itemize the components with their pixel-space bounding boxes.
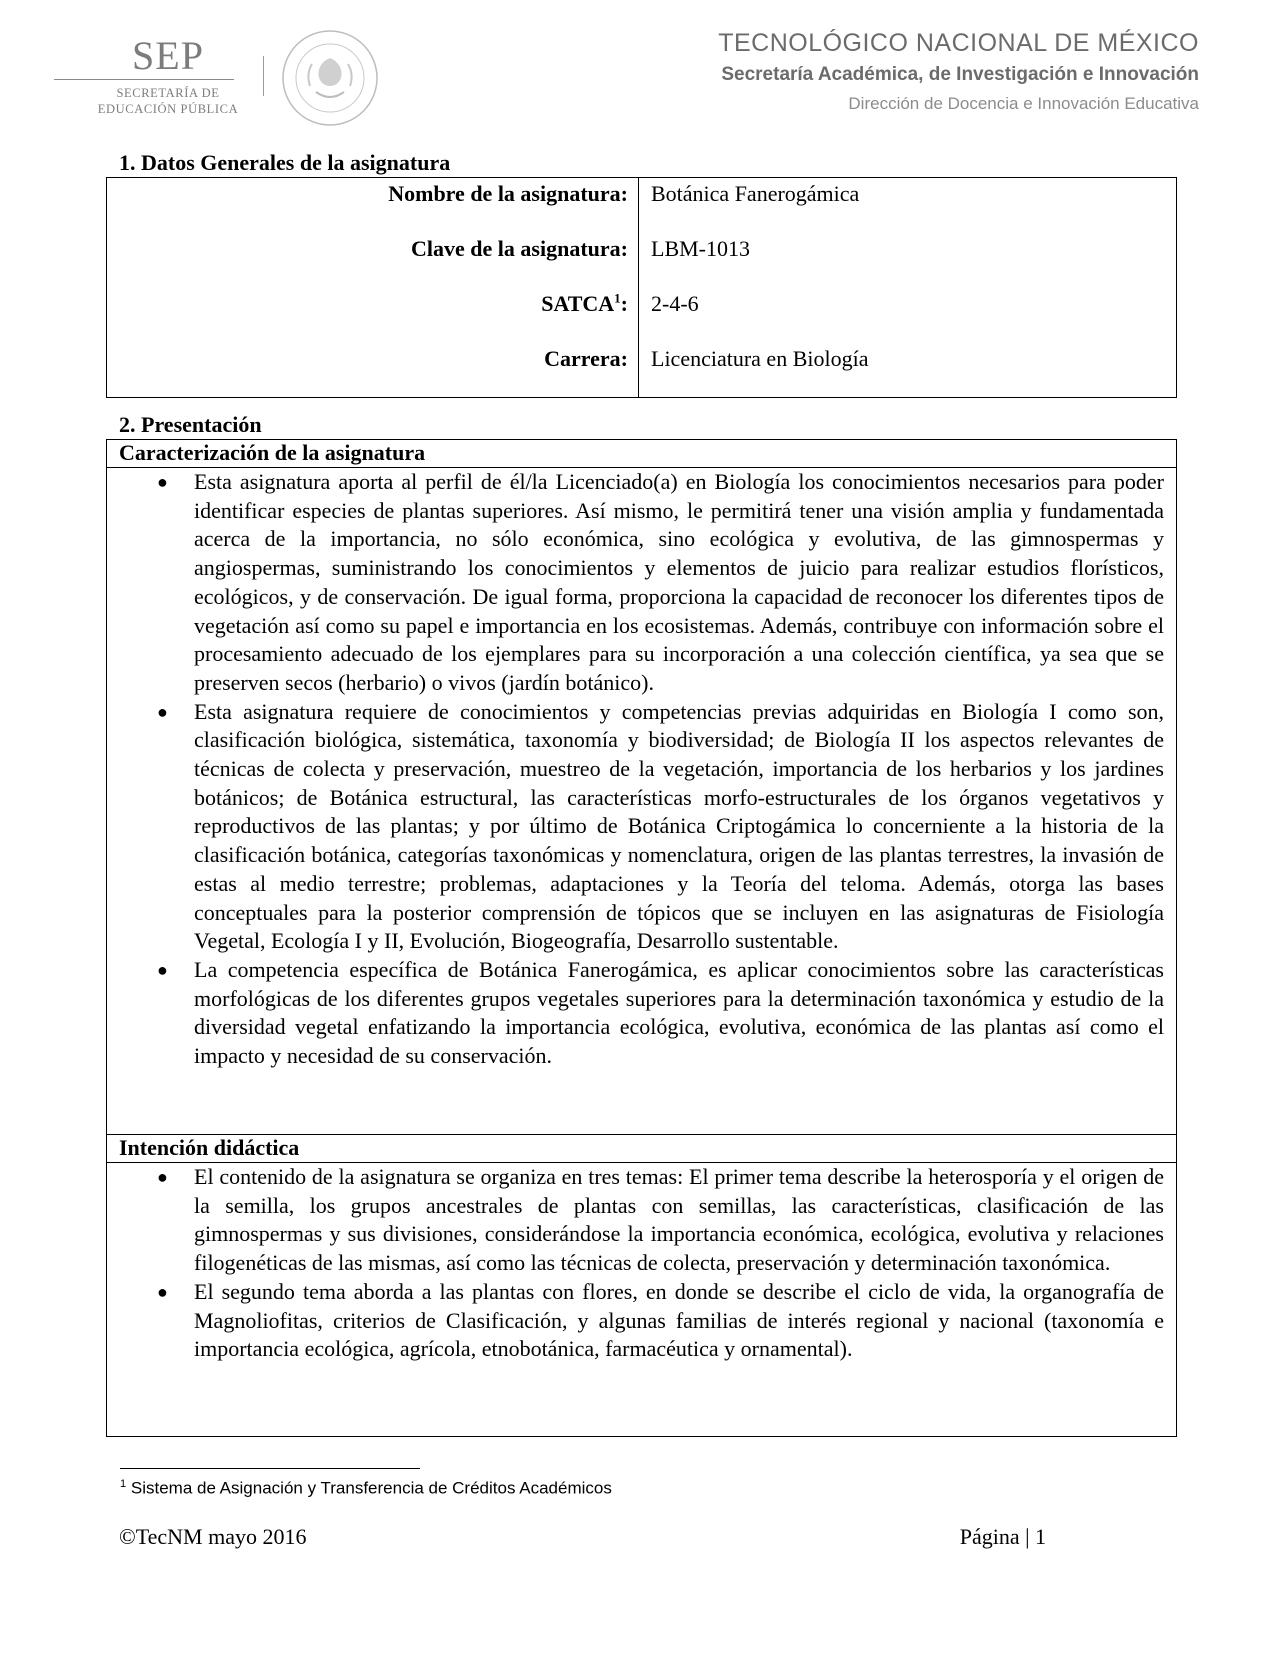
institution-name: TECNOLÓGICO NACIONAL DE MÉXICO bbox=[718, 29, 1199, 57]
subject-code-label: Clave de la asignatura: bbox=[107, 232, 639, 287]
mexico-seal-icon bbox=[280, 28, 380, 128]
satca-label-text: SATCA bbox=[541, 291, 615, 316]
sep-logo-rule bbox=[54, 79, 234, 80]
secretariat-name: Secretaría Académica, de Investigación e Innovación bbox=[721, 64, 1199, 85]
list-item bbox=[107, 1163, 1176, 1278]
bullet-icon: ● bbox=[157, 1167, 168, 1187]
list-item-text: La competencia específica de Botánica Fanerogámica, es aplicar conocimientos sobre las características morfológicas de los diferentes grupos vegetales superiores para la determinación taxonómica y estudio de la diversidad vegetal enfatizando la importancia ecológica, evolutiva, económica de las plantas así como el impacto y necesidad de su conservación. bbox=[194, 956, 1164, 1069]
bullet-icon: ● bbox=[157, 1281, 168, 1302]
satca-value: 2-4-6 bbox=[651, 291, 699, 316]
characterization-list bbox=[107, 468, 1176, 1134]
section2-title: 2. Presentación bbox=[119, 412, 262, 437]
footnote-separator bbox=[120, 1468, 420, 1469]
subject-name-value: Botánica Fanerogámica bbox=[651, 181, 860, 206]
direction-name: Dirección de Docencia e Innovación Educativa bbox=[848, 94, 1199, 113]
list-item-text: Esta asignatura requiere de conocimientos y competencias previas adquiridas en Biología I como son, clasificación biológica, sistemática, taxonomía y biodiversidad; de Biología II los aspectos relevantes de técnicas de colecta y preservación, muestreo de la vegetación, importancia de los herbarios y los jardines botánicos; de Botánica estructural, las características morfo-estructurales de los órganos vegetativos y reproductivos de las plantas; y por último de Botánica Criptogámica lo concerniente a la historia de la clasificación botánica, categorías taxonómicas y nomenclatura, origen de las plantas terrestres, la invasión de estas al medio terrestre; problemas, adaptaciones y la Teoría del teloma. Además, otorga las bases conceptuales para la posterior comprensión de tópicos que se incluyen en las asignaturas de Fisiología Vegetal, Ecología I y II, Evolución, Biogeografía, Desarrollo sustentable. bbox=[194, 698, 1164, 954]
list-item-text: El contenido de la asignatura se organiza en tres temas: El primer tema describe la heterosporía y el origen de la semilla, los grupos ancestrales de plantas con semillas, las características, clasificación de las gimnospermas y sus divisiones, considerándose la importancia económica, ecológica, evolutiva y relaciones filogenéticas de las mismas, así como las técnicas de colecta, preservación y determinación taxonómica. bbox=[194, 1164, 1164, 1276]
sep-logo-subtitle-2: EDUCACIÓN PÚBLICA bbox=[97, 102, 239, 116]
table-row bbox=[107, 178, 1177, 233]
career-value: Licenciatura en Biología bbox=[651, 346, 869, 371]
sep-logo bbox=[50, 28, 400, 148]
satca-label bbox=[107, 287, 639, 342]
didactic-intention-heading: Intención didáctica bbox=[107, 1134, 1176, 1163]
subject-name-label: Nombre de la asignatura: bbox=[107, 178, 639, 233]
list-item bbox=[107, 698, 1176, 956]
section1-title: 1. Datos Generales de la asignatura bbox=[119, 150, 451, 175]
footnote bbox=[120, 1478, 612, 1499]
characterization-heading: Caracterización de la asignatura bbox=[107, 440, 1176, 468]
footnote-number: 1 bbox=[120, 1478, 127, 1490]
career-label: Carrera: bbox=[107, 342, 639, 398]
bullet-icon: ● bbox=[157, 472, 168, 492]
didactic-intention-list bbox=[107, 1163, 1176, 1364]
footer-copyright: ©TecNM mayo 2016 bbox=[119, 1524, 307, 1549]
bullet-icon: ● bbox=[157, 701, 168, 722]
logo-divider bbox=[263, 56, 264, 96]
table-row bbox=[107, 342, 1177, 398]
list-item-text: El segundo tema aborda a las plantas con flores, en donde se describe el ciclo de vida, la organografía de Magnoliofitas, criterios de Clasificación, y algunas familias de interés regional y nacional (taxonomía e importancia ecológica, agrícola, etnobotánica, farmacéutica y ornamental). bbox=[194, 1278, 1164, 1362]
sep-logo-text: SEP bbox=[132, 33, 204, 78]
table-row bbox=[107, 232, 1177, 287]
institution-header bbox=[718, 28, 1199, 118]
sep-logo-subtitle-1: SECRETARÍA DE bbox=[116, 86, 220, 100]
list-item bbox=[107, 956, 1176, 1071]
footer-page-number: Página | 1 bbox=[959, 1524, 1046, 1549]
table-row bbox=[107, 287, 1177, 342]
general-data-table bbox=[106, 177, 1177, 398]
list-item-text: Esta asignatura aporta al perfil de él/la Licenciado(a) en Biología los conocimientos necesarios para poder identificar especies de plantas superiores. Así mismo, le permitirá tener una visión amplia y fundamentada acerca de la importancia, no sólo económica, sino ecológica y evolutiva, de las gimnospermas y angiospermas, suministrando los conocimientos y elementos de juicio para realizar estudios florísticos, ecológicos, y de conservación. De igual forma, proporciona la capacidad de reconocer los diferentes tipos de vegetación así como su papel e importancia en los ecosistemas. Además, contribuye con información sobre el procesamiento adecuado de los ejemplares para su incorporación a una colección científica, ya sea que se preserven secos (herbario) o vivos (jardín botánico). bbox=[194, 469, 1164, 695]
footnote-ref[interactable]: 1 bbox=[614, 290, 621, 306]
satca-label-colon: : bbox=[620, 291, 628, 316]
presentation-box bbox=[106, 439, 1177, 1437]
bullet-icon: ● bbox=[157, 959, 168, 980]
subject-code-value: LBM-1013 bbox=[651, 236, 750, 261]
footnote-text: Sistema de Asignación y Transferencia de Créditos Académicos bbox=[130, 1478, 612, 1498]
list-item bbox=[107, 1278, 1176, 1364]
list-item bbox=[107, 468, 1176, 698]
